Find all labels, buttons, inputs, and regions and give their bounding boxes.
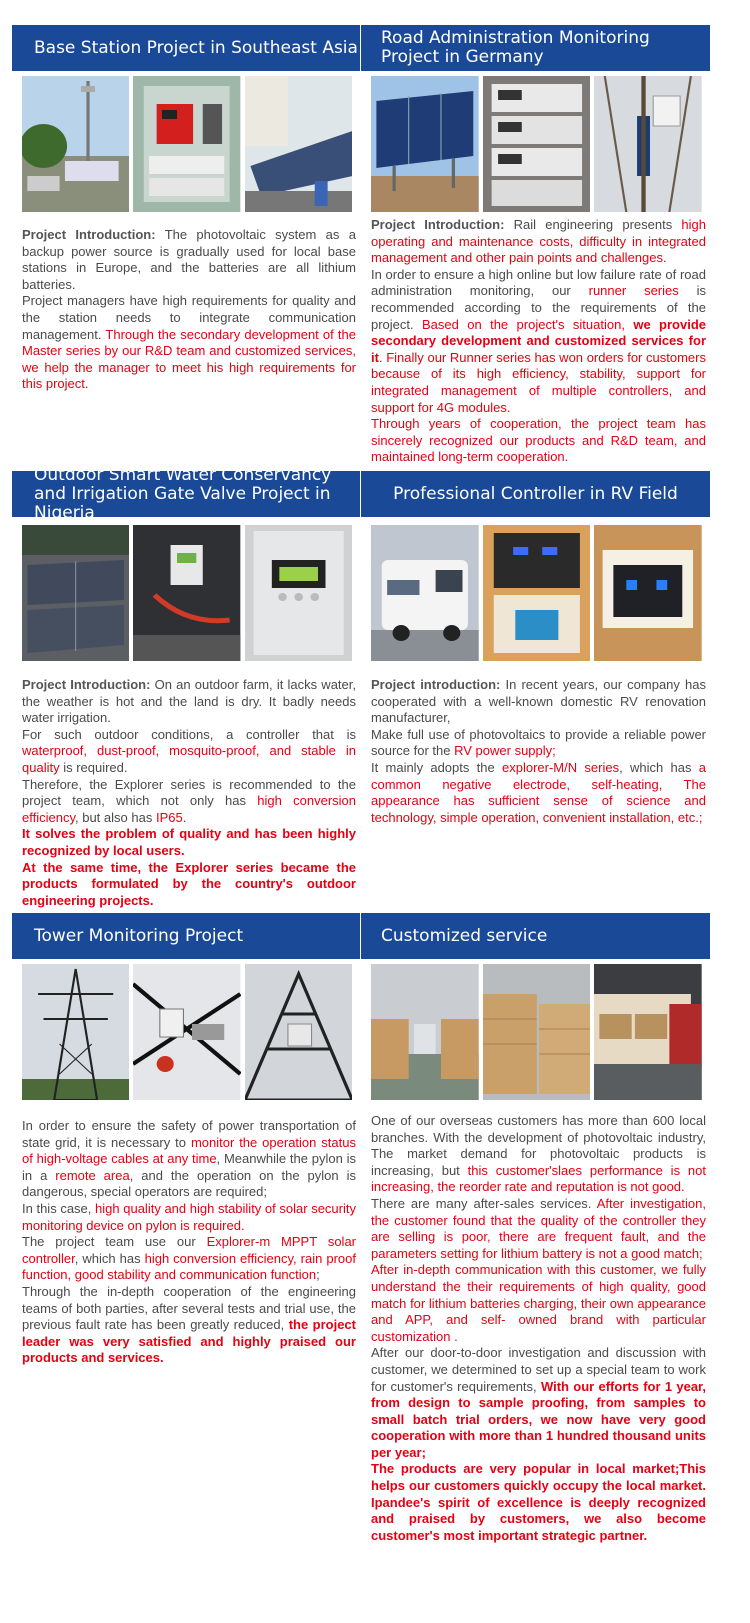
paragraph (22, 777, 356, 827)
paragraph (371, 760, 706, 826)
pylon-device-photo (133, 964, 240, 1100)
paragraph (22, 826, 356, 859)
section-body (22, 1118, 356, 1367)
paragraph (371, 727, 706, 760)
section-rv-controller (361, 471, 710, 901)
rooftop-solar-panels-photo (22, 525, 129, 661)
body-text: After our door-to-door investigation and discussion with customer, we determined to set up a special team to work for customer's requirements, (371, 1345, 706, 1394)
body-text: . (182, 809, 187, 825)
intro-label: Project Introduction: (371, 217, 505, 232)
body-text: One of our overseas customers has more than 600 local branches. With the development of photovoltaic industry, The market demand for photovoltaic products is increasing, but (371, 1113, 706, 1178)
body-text: ; (316, 1267, 320, 1283)
body-text: In order to ensure the safety of power transportation of state grid, it is necessary to (22, 1118, 356, 1150)
body-text: There are many after-sales services. (371, 1195, 597, 1211)
photo-row (371, 964, 702, 1100)
highlighted-text: IP65 (155, 809, 183, 825)
stacked-boxes-photo (483, 964, 591, 1100)
intro-label: Project introduction: (371, 677, 501, 692)
body-text: , which has (74, 1250, 145, 1266)
section-body (22, 677, 356, 909)
rv-wall-display-photo (594, 525, 702, 661)
section-body (22, 227, 356, 393)
section-title: Customized service (361, 913, 710, 959)
section-title: Tower Monitoring Project (12, 913, 360, 959)
body-text: In this case, (22, 1200, 96, 1216)
section-base-station (12, 25, 360, 465)
paragraph (22, 1201, 356, 1234)
body-text: The project team use our (22, 1234, 207, 1250)
body-text: Project managers have high requirements for quality and the station needs to integrate communication management. (22, 293, 356, 342)
transmission-tower-photo (22, 964, 129, 1100)
wall-controller-photo (133, 525, 240, 661)
photo-row (22, 76, 352, 212)
body-text: Make full use of photovoltaics to provide a reliable power source for the (371, 726, 706, 759)
highlighted-text: this customer'slaes performance is not increasing, the reorder rate and reputation is not good. (371, 1162, 706, 1195)
test-equipment-rack-photo (483, 76, 591, 212)
body-text: In order to ensure a high online but low failure rate of road administration monitoring, our (371, 266, 706, 299)
highlighted-text: explorer-M/N series (502, 759, 620, 775)
paragraph (371, 217, 706, 267)
body-text: , and the operation on the pylon is dangerous, special operators are required; (22, 1167, 356, 1200)
highlighted-text: high operating and maintenance costs, difficulty in integrated management and other pain points and challenges. (371, 217, 706, 266)
section-tower-monitoring (12, 913, 360, 1613)
body-text: is recommended according to the requirements of the project. (371, 283, 707, 332)
highlighted-text: we provide secondary development and customized services for it (371, 316, 706, 365)
section-title: Professional Controller in RV Field (361, 471, 710, 517)
paragraph (22, 860, 356, 910)
intro-label: Project Introduction: (22, 227, 156, 242)
section-title: Outdoor Smart Water Conservancy and Irrigation Gate Valve Project in Nigeria (12, 471, 360, 517)
telecom-tower-photo (22, 76, 129, 212)
paragraph (22, 727, 356, 777)
section-body (371, 677, 706, 826)
paragraph (22, 1284, 356, 1367)
highlighted-text: Explorer-m MPPT solar controller (22, 1234, 356, 1266)
highlighted-text: monitor the operation status of high-voltage cables at any time (22, 1134, 356, 1167)
highlighted-text: waterproof, dust-proof, mosquito-proof, and stable in quality (22, 743, 356, 775)
paragraph (22, 227, 356, 293)
rv-interior-controller-photo (483, 525, 591, 661)
paragraph (371, 416, 706, 466)
paragraph (22, 1234, 356, 1284)
paragraph (371, 677, 706, 727)
photo-row (371, 525, 702, 661)
highlighted-text: high conversion efficiency, rain proof function, good stability and communication function (22, 1250, 356, 1283)
highlighted-text: RV power supply; (454, 743, 556, 759)
section-title: Road Administration Monitoring Project in Germany (361, 25, 710, 71)
controller-cabinet-photo (133, 76, 240, 212)
body-text: Therefore, the Explorer series is recommended to the project team, which not only has (22, 776, 356, 809)
body-text: On an outdoor farm, it lacks water, the weather is hot and the land is dry. It badly needs water irrigation. (22, 677, 356, 726)
highlighted-text: At the same time, the Explorer series became the products formulated by the country's outdoor engineering projects. (22, 859, 356, 908)
highlighted-text: With our efforts for 1 year, from design to sample proofing, from samples to small batch trial orders, we now have very good cooperation with more than 1 hundred thousand units per year; (371, 1378, 706, 1460)
highlighted-text: The products are very popular in local market;This helps our customers quickly occupy the local market. Ipandee's spirit of excellence is deeply recognized and praised by customers, we also become customer's most important strategic partner. (371, 1461, 706, 1543)
section-body (371, 1113, 706, 1544)
body-text: The photovoltaic system as a backup power source is gradually used for local base stations in Europe, and the batteries are all lithium batteries. (22, 227, 356, 292)
highlighted-text: It solves the problem of quality and has been highly recognized by local users. (22, 826, 356, 858)
paragraph (22, 677, 356, 727)
highlighted-text: Based on the project's situation, (422, 316, 634, 332)
solar-array-photo (371, 76, 479, 212)
highlighted-text: the project leader was very satisfied and highly praised our products and services. (22, 1317, 356, 1366)
paragraph (22, 1118, 356, 1201)
highlighted-text: a common negative electrode, self-heating, The appearance has sufficient sense of science and technology, simple operation, convenient installation, etc.; (371, 759, 706, 825)
paragraph (371, 267, 706, 416)
body-text: In recent years, our company has cooperated with a well-known domestic RV renovation manufacturer, (371, 677, 706, 726)
warehouse-photo (371, 964, 479, 1100)
gate-valve-controller-photo (245, 525, 352, 661)
photo-row (22, 525, 352, 661)
rv-vehicle-photo (371, 525, 479, 661)
highlighted-text: After investigation, the customer found that the quality of the controller they are selling is poor, there are frequent fault, and the parameters setting for lithium battery is not a good match; (371, 1195, 706, 1261)
paragraph (371, 1113, 706, 1196)
section-body (371, 217, 706, 466)
body-text: Rail engineering presents (504, 217, 682, 232)
intro-label: Project Introduction: (22, 677, 151, 692)
highlighted-text: Through years of cooperation, the project team has sincerely recognized our products and R&D team, and maintained long-term cooperation. (371, 416, 706, 465)
paragraph (371, 1196, 706, 1262)
solar-panel-installation-photo (245, 76, 352, 212)
highlighted-text: Through the secondary development of the Master series by our R&D team and customized services, we help the manager to meet his high requirements for this project. (22, 326, 356, 392)
highlighted-text: remote area (55, 1167, 130, 1183)
loaded-truck-photo (594, 964, 702, 1100)
body-text: Through the in-depth cooperation of the engineering teams of both parties, after several tests and trial use, the previous fault rate has been greatly reduced, (22, 1283, 356, 1333)
paragraph (371, 1262, 706, 1345)
highlighted-text: . Finally our Runner series has won orders for customers because of its high efficiency, stability, support for integrated management of multiple controllers, and support for 4G modules. (371, 349, 706, 415)
section-customized-service (361, 913, 710, 1618)
pole-mounted-box-photo (594, 76, 702, 212)
paragraph (22, 293, 356, 393)
body-text: It mainly adopts the (371, 759, 503, 775)
highlighted-text: runner series (588, 283, 679, 299)
highlighted-text: After in-depth communication with this customer, we fully understand the their requirements of high quality, good match for lithium batteries charging, their own appearance and APP, and self- owned brand with particular customization . (371, 1262, 706, 1344)
body-text: For such outdoor conditions, a controller that is (22, 726, 356, 742)
section-road-administration (361, 25, 710, 465)
paragraph (371, 1461, 706, 1544)
section-title: Base Station Project in Southeast Asia (12, 25, 360, 71)
body-text: , but also has (75, 809, 156, 825)
paragraph (371, 1345, 706, 1461)
body-text: , Meanwhile the pylon is in a (22, 1151, 356, 1183)
highlighted-text: high quality and high stability of solar security monitoring device on pylon is required. (22, 1200, 356, 1233)
body-text: , which has (619, 759, 699, 775)
pylon-closeup-photo (245, 964, 352, 1100)
body-text: is required. (59, 759, 128, 775)
highlighted-text: high conversion efficiency (22, 793, 356, 825)
section-water-conservancy (12, 464, 360, 908)
photo-row (22, 964, 352, 1100)
photo-row (371, 76, 702, 212)
